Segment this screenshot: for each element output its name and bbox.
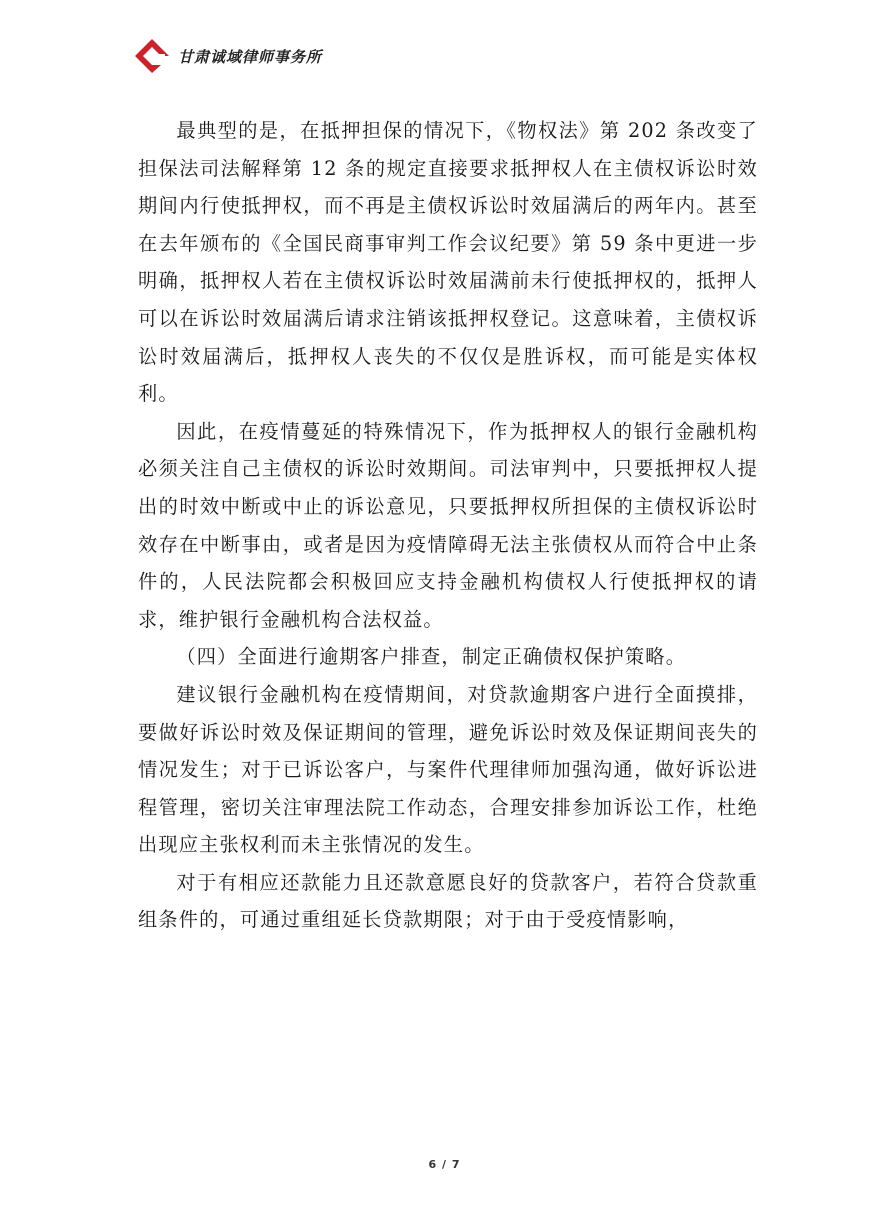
firm-name: 甘肃诚域律师事务所 [178, 47, 323, 66]
firm-logo-icon [132, 36, 172, 76]
section-heading-4: （四）全面进行逾期客户排查，制定正确债权保护策略。 [176, 645, 687, 669]
paragraph-creditor-rights: 因此，在疫情蔓延的特殊情况下，作为抵押权人的银行金融机构必须关注自己主债权的诉讼时效期间。司法审判中，只要抵押权人提出的时效中断或中止的诉讼意见，只要抵押权所担保的主债权诉讼时效存在中断事由，或者是因为疫情障碍无法主张债权从而符合中止条件的，人民法院都会积极回应支持金融机构债权人行使抵押权的请求，维护银行金融机构合法权益。 [138, 419, 758, 631]
paragraph-mortgage-limitation: 最典型的是，在抵押担保的情况下，《物权法》第 202 条改变了担保法司法解释第 12 条的规定直接要求抵押权人在主债权诉讼时效期间内行使抵押权，而不再是主债权诉讼时效届满后的两年内。甚至在去年颁布的《全国民商事审判工作会议纪要》第 59 条中更进一步明确，抵押权人若在主债权诉讼时效届满前未行使抵押权的，抵押人可以在诉讼时效届满后请求注销该抵押权登记。这意味着，主债权诉讼时效届满后，抵押权人丧失的不仅仅是胜诉权，而可能是实体权利。 [138, 119, 758, 406]
document-body [138, 112, 758, 939]
paragraph-loan-restructuring: 对于有相应还款能力且还款意愿良好的贷款客户，若符合贷款重组条件的，可通过重组延长贷款期限；对于由于受疫情影响， [138, 870, 758, 932]
paragraph-overdue-screening: 建议银行金融机构在疫情期间，对贷款逾期客户进行全面摸排，要做好诉讼时效及保证期间的管理，避免诉讼时效及保证期间丧失的情况发生；对于已诉讼客户，与案件代理律师加强沟通，做好诉讼进程管理，密切关注审理法院工作动态，合理安排参加诉讼工作，杜绝出现应主张权利而未主张情况的发生。 [138, 682, 758, 857]
page-header [132, 36, 322, 76]
page-number: 6 / 7 [428, 1158, 461, 1171]
